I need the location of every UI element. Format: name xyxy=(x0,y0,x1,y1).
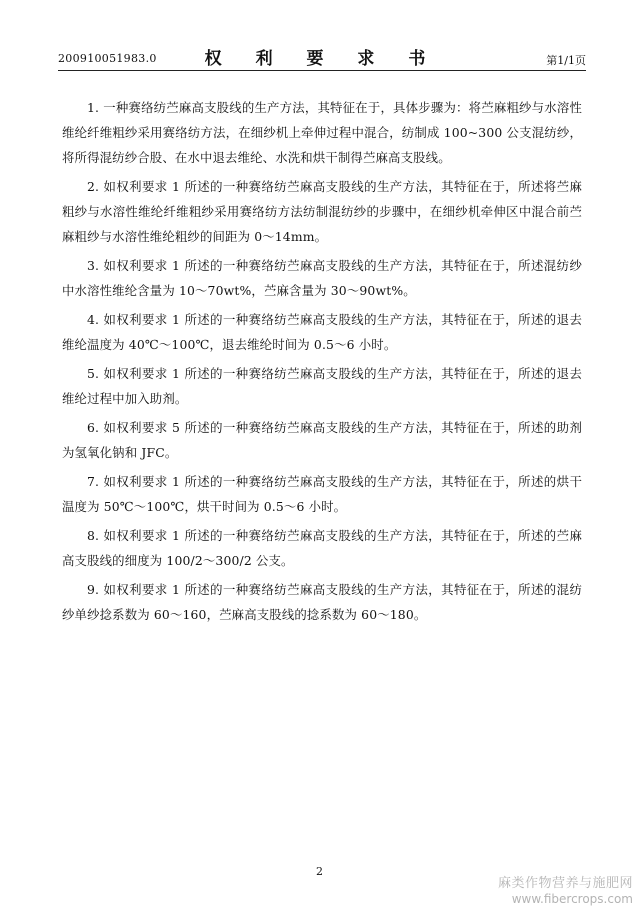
claim-5: 5. 如权利要求 1 所述的一种赛络纺苎麻高支股线的生产方法，其特征在于，所述的退去维纶过程中加入助剂。 xyxy=(62,366,582,406)
header-divider xyxy=(58,70,586,71)
claim-6: 6. 如权利要求 5 所述的一种赛络纺苎麻高支股线的生产方法，其特征在于，所述的助剂为氢氧化钠和 JFC。 xyxy=(62,420,582,460)
watermark-url: www.fibercrops.com xyxy=(511,892,633,906)
application-number: 200910051983.0 xyxy=(58,52,157,65)
page-label: 第1/1页 xyxy=(546,54,586,67)
page-number: 2 xyxy=(316,865,323,878)
site-watermark xyxy=(498,876,633,906)
claim-9: 9. 如权利要求 1 所述的一种赛络纺苎麻高支股线的生产方法，其特征在于，所述的混纺纱单纱捻系数为 60～160，苎麻高支股线的捻系数为 60～180。 xyxy=(62,582,582,622)
claim-8: 8. 如权利要求 1 所述的一种赛络纺苎麻高支股线的生产方法，其特征在于，所述的苎麻高支股线的细度为 100/2～300/2 公支。 xyxy=(62,528,582,568)
page-header xyxy=(58,38,586,70)
document-title: 权 利 要 求 书 xyxy=(204,49,440,69)
claim-4: 4. 如权利要求 1 所述的一种赛络纺苎麻高支股线的生产方法，其特征在于，所述的退去维纶温度为 40℃～100℃，退去维纶时间为 0.5～6 小时。 xyxy=(62,312,582,352)
claim-3: 3. 如权利要求 1 所述的一种赛络纺苎麻高支股线的生产方法，其特征在于，所述混纺纱中水溶性维纶含量为 10～70wt%，苎麻含量为 30～90wt%。 xyxy=(62,258,582,298)
claims-list xyxy=(62,95,582,631)
claim-2: 2. 如权利要求 1 所述的一种赛络纺苎麻高支股线的生产方法，其特征在于，所述将苎麻粗纱与水溶性维纶纤维粗纱采用赛络纺方法纺制混纺纱的步骤中，在细纱机牵伸区中混合前苎麻粗纱与水溶性维纶粗纱的间距为 0～14mm。 xyxy=(62,179,582,244)
claim-7: 7. 如权利要求 1 所述的一种赛络纺苎麻高支股线的生产方法，其特征在于，所述的烘干温度为 50℃～100℃，烘干时间为 0.5～6 小时。 xyxy=(62,474,582,514)
claim-1: 1. 一种赛络纺苎麻高支股线的生产方法，其特征在于，具体步骤为：将苎麻粗纱与水溶性维纶纤维粗纱采用赛络纺方法，在细纱机上牵伸过程中混合，纺制成 100~300 公支混纺纱，将所得混纺纱合股、在水中退去维纶、水洗和烘干制得苎麻高支股线。 xyxy=(62,100,582,165)
watermark-site-name: 麻类作物营养与施肥网 xyxy=(497,876,633,891)
